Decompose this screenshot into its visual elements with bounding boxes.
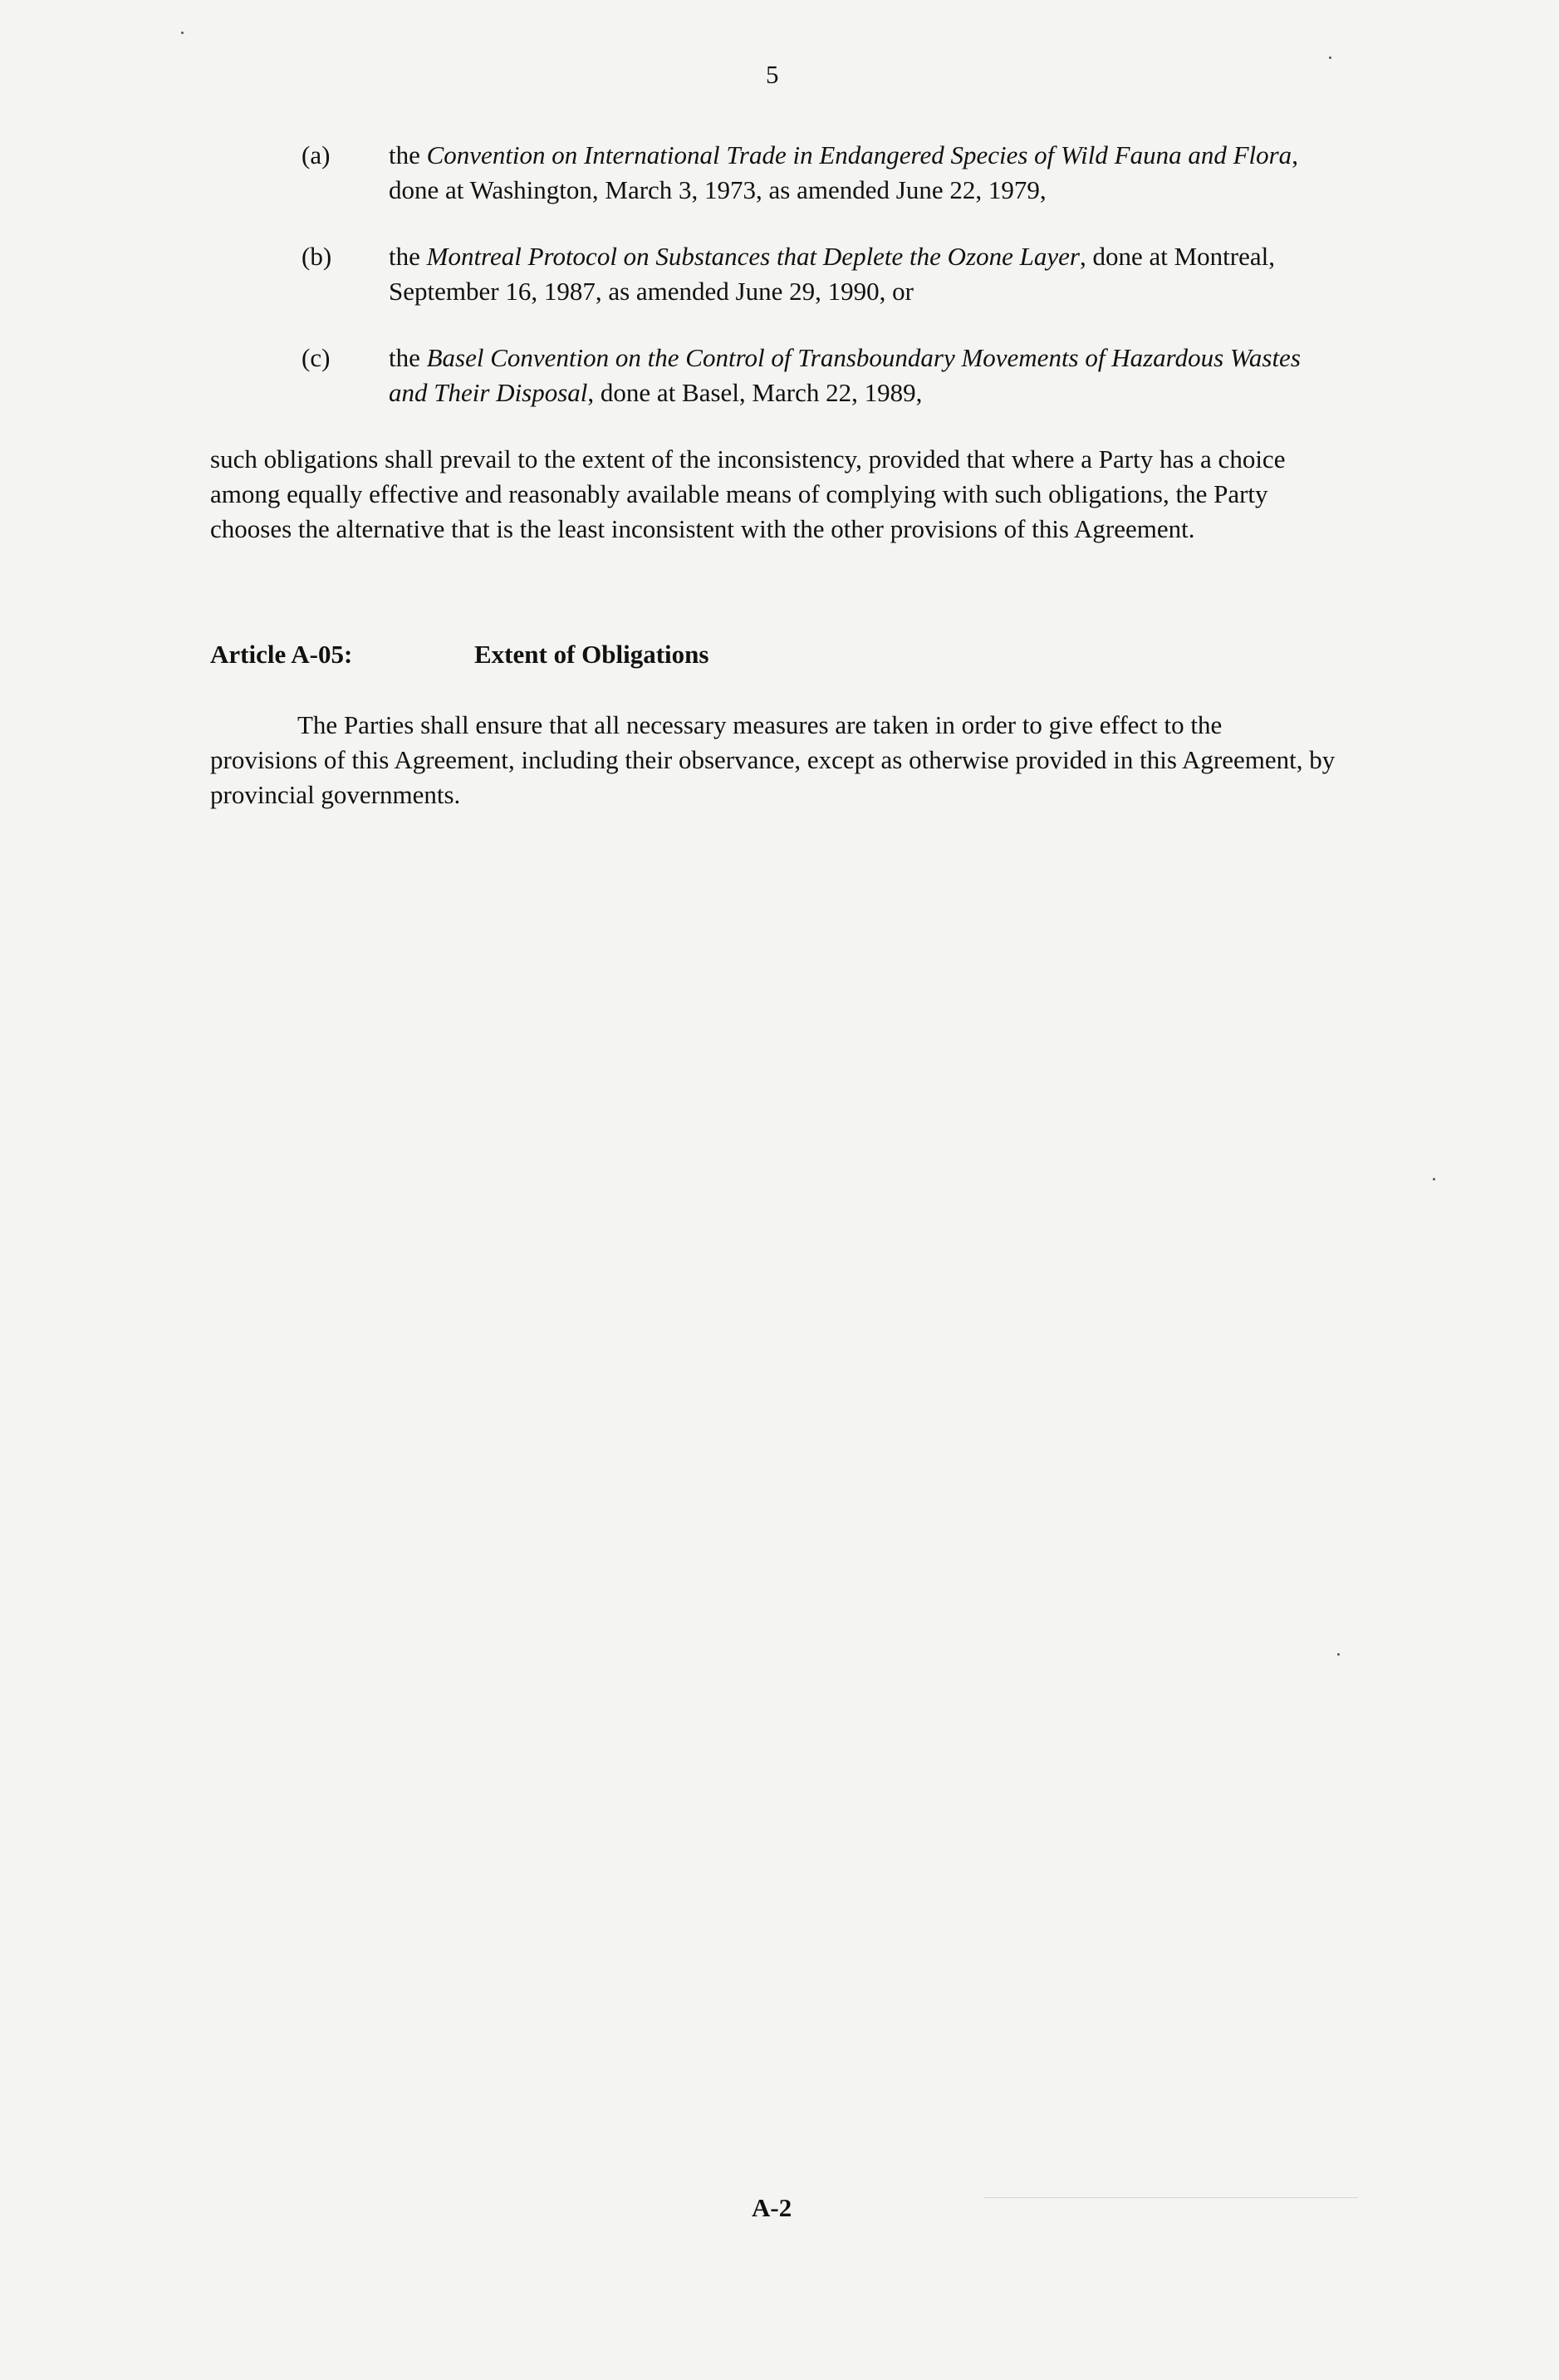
list-item-text: the Convention on International Trade in Endangered Species of Wild Fauna and Flora, done at Washington, March 3, 1973, as amended June 22, 1979, bbox=[389, 140, 1298, 204]
list-item-label: (b) bbox=[302, 242, 332, 271]
scan-speck bbox=[1337, 1653, 1340, 1656]
footer-rule bbox=[984, 2197, 1358, 2198]
list-item-text: the Basel Convention on the Control of Transboundary Movements of Hazardous Wastes and Their Disposal, done at Basel, March 22, 1989, bbox=[389, 343, 1301, 407]
list-item-label: (c) bbox=[302, 343, 331, 372]
closing-paragraph: such obligations shall prevail to the extent of the inconsistency, provided that where a Party has a choice among equally effective and reasonably available means of complying with such obligations, the Party chooses the alternative that is the least inconsistent with the other provisions of this Agreement. bbox=[210, 444, 1286, 543]
treaty-title: Montreal Protocol on Substances that Deplete the Ozone Layer bbox=[426, 242, 1080, 271]
scan-speck bbox=[181, 32, 184, 34]
page-number: 5 bbox=[766, 60, 780, 89]
list-item-text: the Montreal Protocol on Substances that Deplete the Ozone Layer, done at Montreal, September 16, 1987, as amended June 29, 1990, or bbox=[389, 242, 1275, 306]
footer-page-number: A-2 bbox=[752, 2193, 792, 2222]
article-title: Extent of Obligations bbox=[474, 640, 709, 669]
list-item-label: (a) bbox=[302, 140, 331, 169]
treaty-title: Basel Convention on the Control of Transboundary Movements of Hazardous Wastes and Their Disposal bbox=[389, 343, 1301, 407]
treaty-title: Convention on International Trade in Endangered Species of Wild Fauna and Flora bbox=[426, 140, 1292, 169]
scan-speck bbox=[1329, 56, 1331, 59]
article-body: The Parties shall ensure that all necessary measures are taken in order to give effect to the provisions of this Agreement, including their observance, except as otherwise provided in this Agreement, by provincial governments. bbox=[210, 710, 1336, 809]
article-number: Article A-05: bbox=[210, 640, 353, 669]
scan-speck bbox=[1433, 1178, 1435, 1180]
